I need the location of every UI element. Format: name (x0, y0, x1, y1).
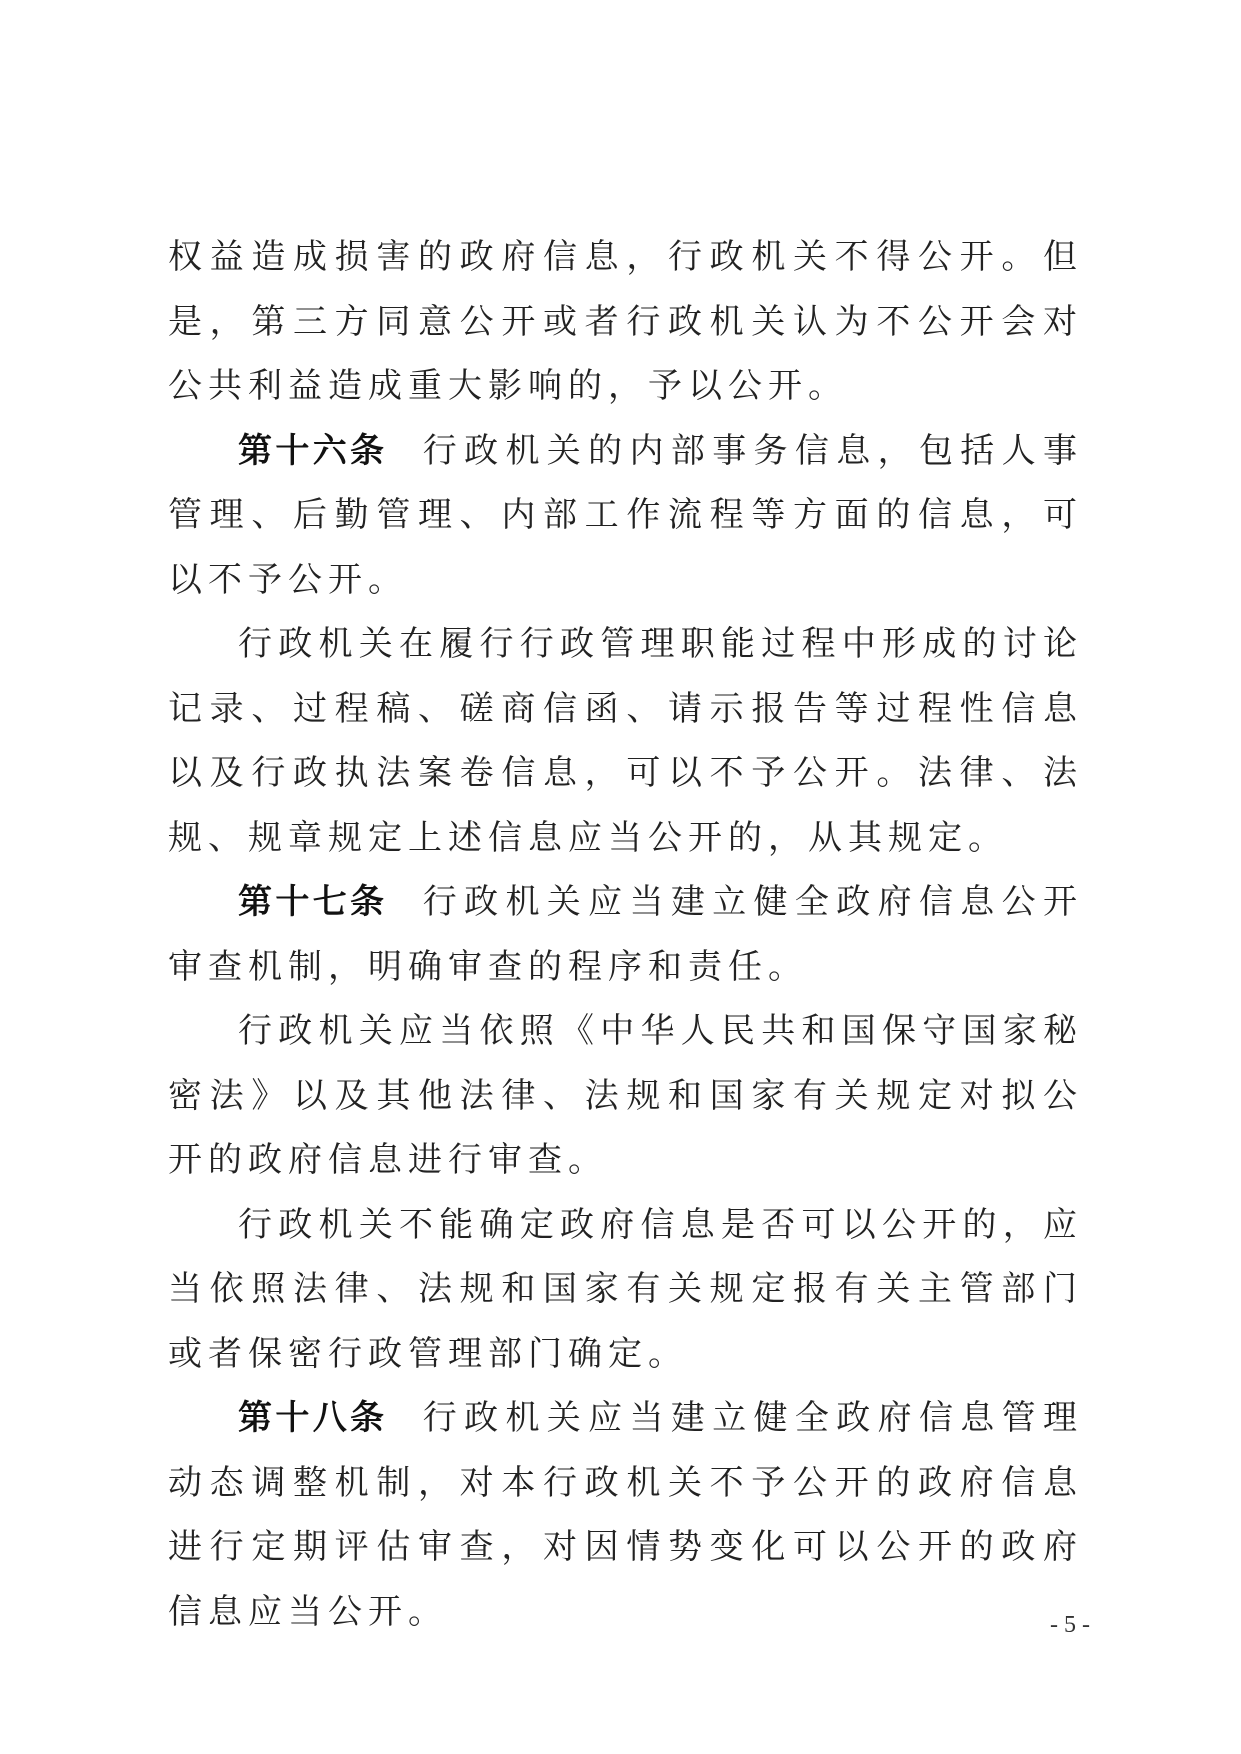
paragraph-text: 行政机关不能确定政府信息是否可以公开的，应当依照法律、法规和国家有关规定报有关主管部门或者保密行政管理部门确定。 (168, 1204, 1083, 1374)
paragraph-text: 行政机关应当建立健全政府信息公开审查机制，明确审查的程序和责任。 (168, 882, 1084, 987)
paragraph-text: 权益造成损害的政府信息，行政机关不得公开。但是，第三方同意公开或者行政机关认为不公开会对公共利益造成重大影响的，予以公开。 (168, 237, 1083, 406)
paragraph-text: 行政机关应当依照《中华人民共和国保守国家秘密法》以及其他法律、法规和国家有关规定对拟公开的政府信息进行审查。 (168, 1011, 1083, 1180)
article-number: 第十八条 (238, 1398, 388, 1438)
paragraph-article-17-clause-2 (168, 999, 1083, 1193)
paragraph-text: 行政机关应当建立健全政府信息管理动态调整机制，对本行政机关不予公开的政府信息进行定期评估审查，对因情势变化可以公开的政府信息应当公开。 (168, 1398, 1084, 1632)
paragraph-article-18 (168, 1386, 1083, 1644)
article-number: 第十七条 (238, 882, 388, 922)
document-body (168, 225, 1083, 1644)
paragraph-article-17 (168, 870, 1083, 999)
paragraph-article-16 (168, 419, 1083, 613)
paragraph-text: 行政机关的内部事务信息，包括人事管理、后勤管理、内部工作流程等方面的信息，可以不予公开。 (168, 430, 1084, 600)
article-number: 第十六条 (238, 430, 388, 471)
paragraph-article-16-clause-2 (168, 612, 1083, 870)
paragraph-text: 行政机关在履行行政管理职能过程中形成的讨论记录、过程稿、磋商信函、请示报告等过程性信息以及行政执法案卷信息，可以不予公开。法律、法规、规章规定上述信息应当公开的，从其规定。 (168, 624, 1083, 858)
paragraph-continuation (168, 225, 1083, 419)
paragraph-article-17-clause-3 (168, 1193, 1083, 1387)
page-number: - 5 - (1050, 1612, 1090, 1638)
